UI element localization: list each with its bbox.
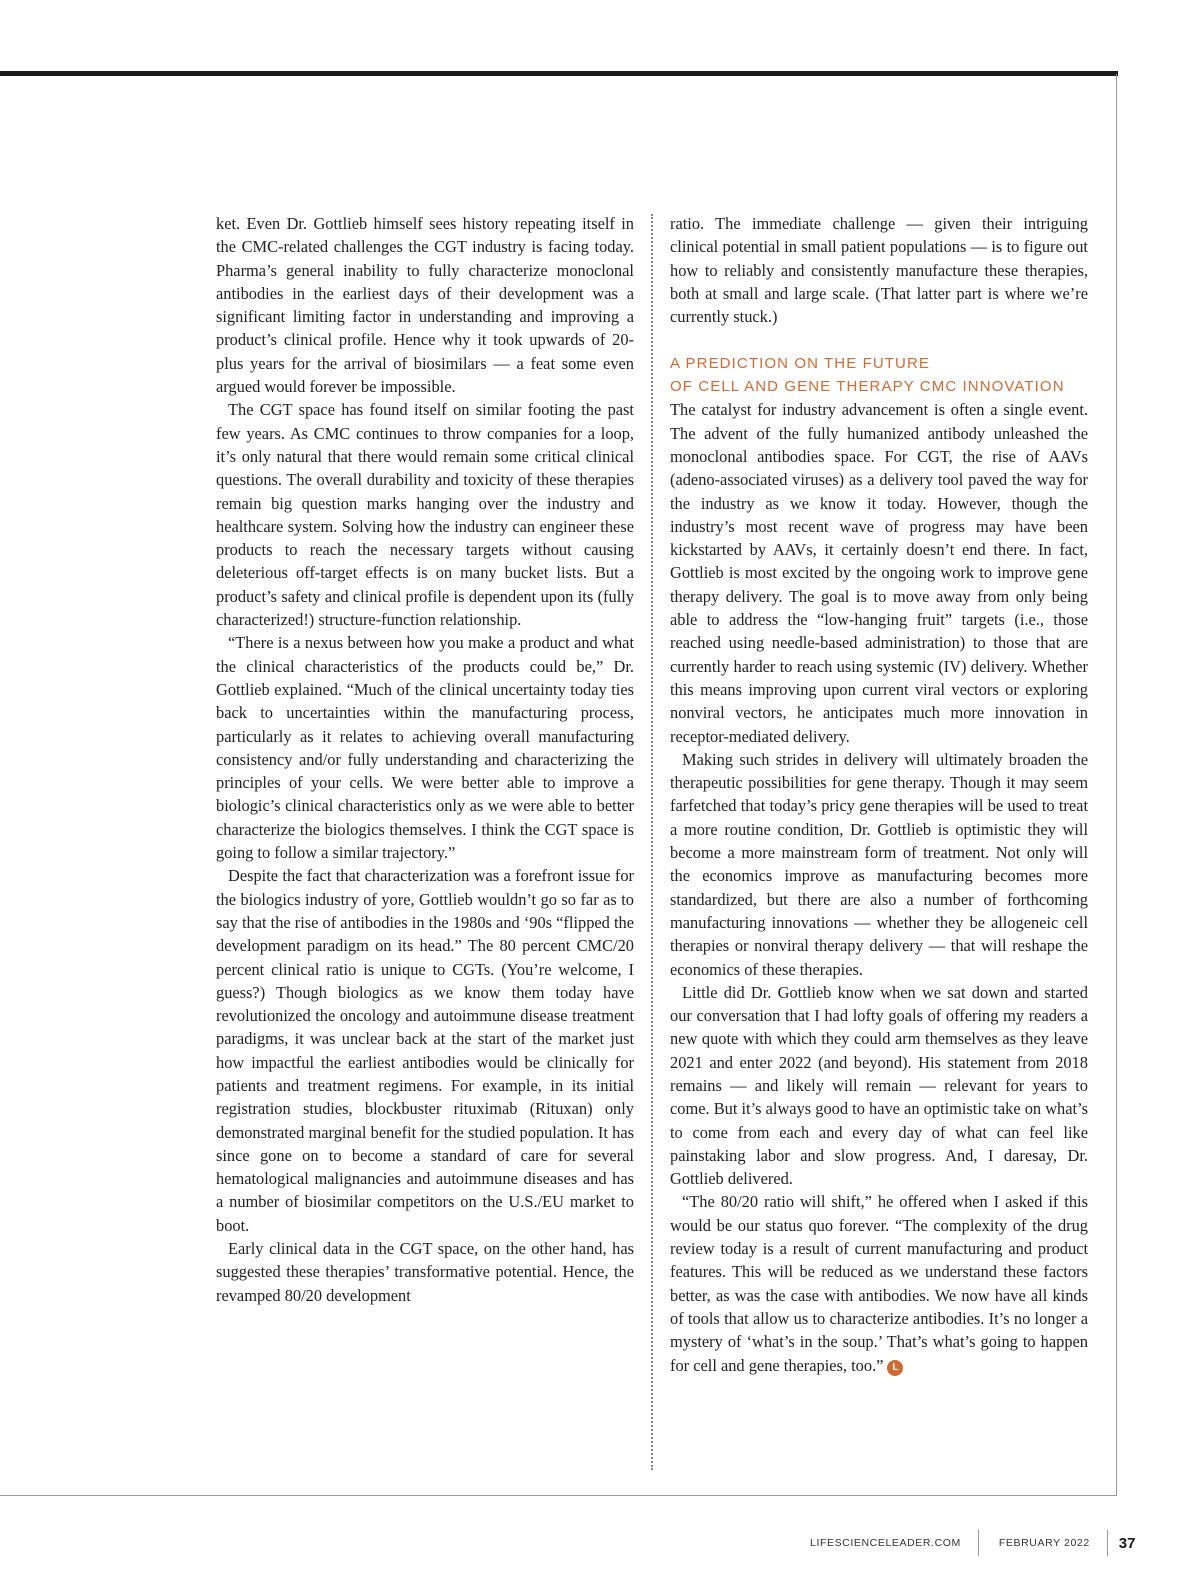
section-heading-line: A PREDICTION ON THE FUTURE [670, 354, 931, 372]
top-rule [0, 71, 1118, 76]
closing-text: “The 80/20 ratio will shift,” he offered when I asked if this would be our status quo forever. “The complexity of the drug review today is a result of current manufacturing and product features. This will be reduced as we understand these factors better, as was the case with antibodies. We now have all kinds of tools that allow us to characterize antibodies. It’s no longer a mystery of ‘what’s in the soup.’ That’s what’s going to happen for cell and gene therapies, too.” [670, 1192, 1088, 1375]
paragraph: Early clinical data in the CGT space, on the other hand, has suggested these therapies’ transformative potential. Hence, the revamped 80/20 development [216, 1239, 634, 1305]
column-divider [651, 214, 653, 1470]
paragraph: ket. Even Dr. Gottlieb himself sees history repeating itself in the CMC-related challenges the CGT industry is facing today. Pharma’s general inability to fully characterize monoclonal antibodies in the earliest days of their development was a significant limiting factor in understanding and improving a product’s clinical profile. Hence why it took upwards of 20-plus years for the arrival of biosimilars — a feat some even argued would forever be impossible. [216, 214, 634, 397]
right-column [670, 212, 1088, 1377]
paragraph: ratio. The immediate challenge — given their intriguing clinical potential in small patient populations — is to figure out how to reliably and consistently manufacture these therapies, both at small and large scale. (That latter part is where we’re currently stuck.) [670, 214, 1088, 327]
footer-site: LIFESCIENCELEADER.COM [810, 1537, 961, 1549]
closing-paragraph [670, 1190, 1088, 1376]
paragraph: The catalyst for industry advancement is often a single event. The advent of the fully humanized antibody unleashed the monoclonal antibodies space. For CGT, the rise of AAVs (adeno-associated viruses) as a delivery tool paved the way for the industry as we know it today. However, though the industry’s most recent wave of progress may have been kickstarted by AAVs, it certainly doesn’t end there. In fact, Gottlieb is most excited by the ongoing work to improve gene therapy delivery. The goal is to move away from only being able to address the “low-hanging fruit” targets (i.e., those reached using needle-based administration) to those that are currently harder to reach using systemic (IV) delivery. Whether this means improving upon current viral vectors or exploring nonviral vectors, he anticipates much more innovation in receptor-mediated delivery. [670, 400, 1088, 746]
paragraph: Making such strides in delivery will ultimately broaden the therapeutic possibilities for gene therapy. Though it may seem farfetched that today’s pricy gene therapies will be used to treat a more routine condition, Dr. Gottlieb is optimistic they will become a more mainstream form of treatment. Not only will the economics improve as manufacturing becomes more standardized, but there are also a number of forthcoming manufacturing innovations — whether they be allogeneic cell therapies or nonviral therapy delivery — that will reshape the economics of these therapies. [670, 749, 1088, 979]
bottom-rule [0, 1495, 1117, 1496]
section-heading [670, 352, 1088, 399]
paragraph: Little did Dr. Gottlieb know when we sat down and started our conversation that I had lofty goals of offering my readers a new quote with which they could arm themselves as they leave 2021 and enter 2022 (and beyond). His statement from 2018 remains — and likely will remain — relevant for years to come. But it’s always good to have an optimistic take on what’s to come from each and every day of what can feel like painstaking labor and slow progress. And, I daresay, Dr. Gottlieb delivered. [670, 982, 1088, 1189]
paragraph: “There is a nexus between how you make a product and what the clinical characteristics of the products could be,” Dr. Gottlieb explained. “Much of the clinical uncertainty today ties back to uncertainties within the manufacturing process, particularly as it relates to achieving overall manufacturing consistency and/or fully understanding and characterizing the principles of your cells. We were better able to improve a biologic’s clinical characteristics only as we were able to better characterize the biologics themselves. I think the CGT space is going to follow a similar trajectory.” [216, 633, 634, 863]
paragraph: The CGT space has found itself on similar footing the past few years. As CMC continues to throw companies for a loop, it’s only natural that there would remain some critical clinical questions. The overall durability and toxicity of these therapies remain big question marks hanging over the industry and healthcare system. Solving how the industry can engineer these products to reach the necessary targets without causing deleterious off-target effects is on many bucket lists. But a product’s safety and clinical profile is dependent upon its (fully characterized!) structure-function relationship. [216, 400, 634, 630]
right-rule [1116, 74, 1117, 1496]
end-mark-icon: L [887, 1360, 903, 1376]
footer-date: FEBRUARY 2022 [998, 1537, 1090, 1549]
section-heading-line: OF CELL AND GENE THERAPY CMC INNOVATION [670, 378, 1065, 396]
page-footer [810, 1530, 1135, 1556]
paragraph: Despite the fact that characterization was a forefront issue for the biologics industry of yore, Gottlieb wouldn’t go so far as to say that the rise of antibodies in the 1980s and ‘90s “flipped the development paradigm on its head.” The 80 percent CMC/20 percent clinical ratio is unique to CGTs. (You’re welcome, I guess?) Though biologics as we know them today have revolutionized the oncology and autoimmune disease treatment paradigms, it was unclear back at the start of the market just how impactful the earliest antibodies would be clinically for patients and treatment regimens. For example, in its initial registration studies, blockbuster rituximab (Rituxan) only demonstrated marginal benefit for the studied population. It has since gone on to become a standard of care for several hematological malignancies and autoimmune diseases and has a number of biosimilar competitors on the U.S./EU market to boot. [216, 866, 634, 1235]
left-column [216, 212, 634, 1307]
page-number: 37 [1118, 1534, 1136, 1552]
